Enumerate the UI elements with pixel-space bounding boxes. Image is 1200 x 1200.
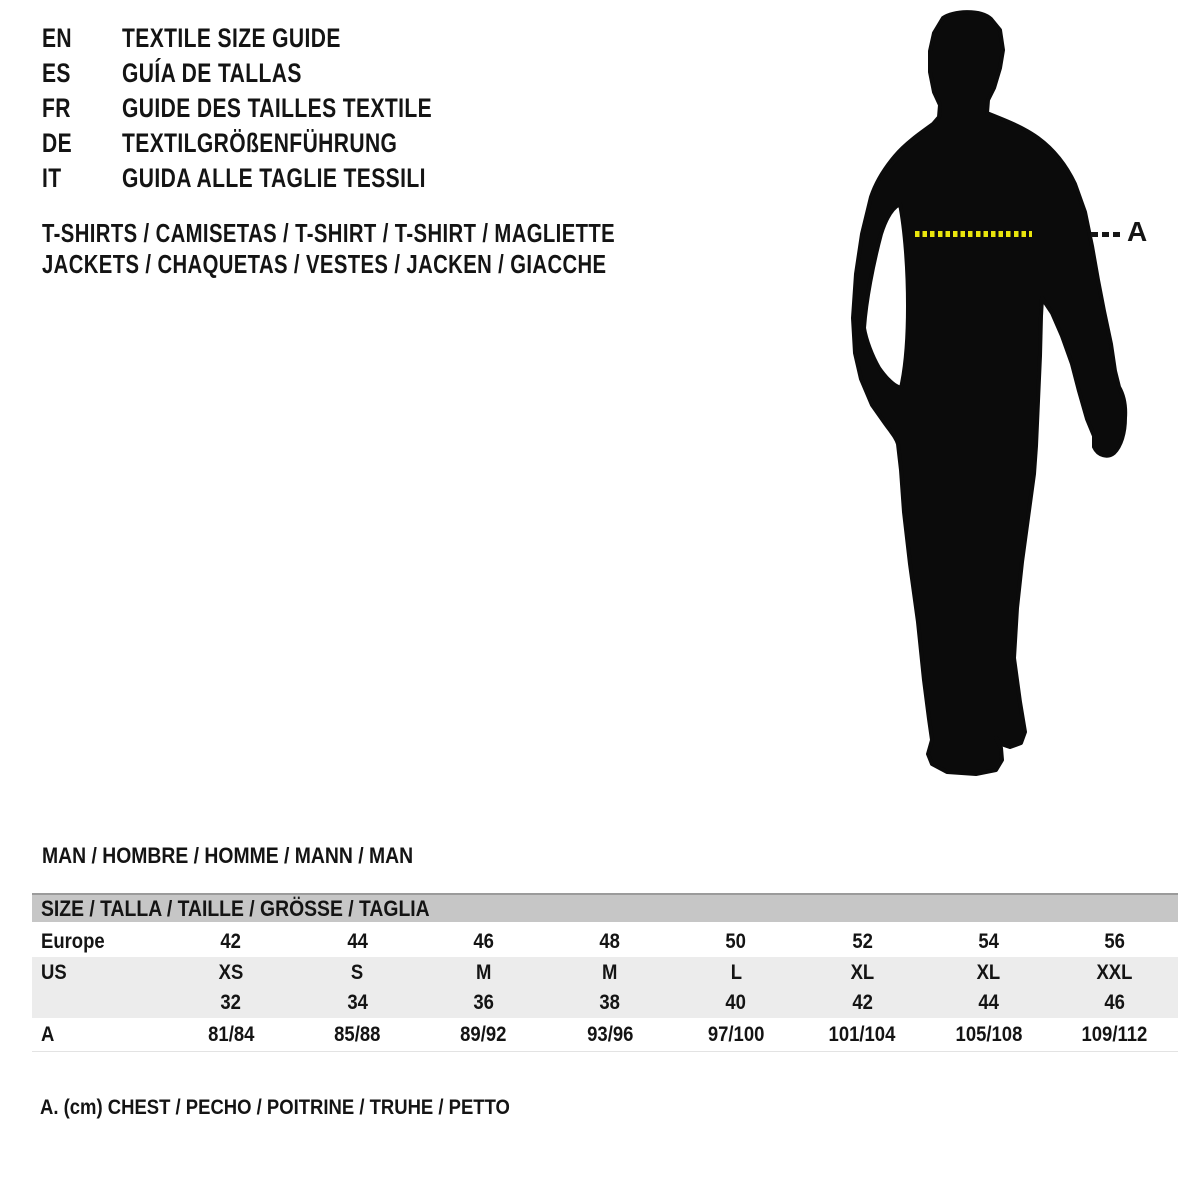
- cell-text: XL: [850, 960, 875, 984]
- table-cell: [673, 930, 799, 954]
- row-label-text: Europe: [41, 929, 105, 953]
- table-cell: [547, 1023, 673, 1047]
- cell-text: 54: [978, 929, 999, 953]
- cell-text: XS: [218, 960, 244, 984]
- language-code: [42, 163, 122, 194]
- cell-text: 34: [347, 991, 368, 1014]
- table-cell: [547, 961, 673, 985]
- table-cell: [799, 930, 925, 954]
- table-cell: [421, 1023, 547, 1047]
- table-cell: [1052, 930, 1178, 954]
- table-cell: [421, 930, 547, 954]
- language-code: [42, 93, 122, 124]
- row-label: [32, 930, 168, 954]
- table-cell: [168, 991, 294, 1015]
- section-title: [42, 843, 464, 869]
- cell-text: S: [351, 960, 364, 984]
- table-cell: [294, 991, 420, 1015]
- category-text: T-SHIRTS / CAMISETAS / T-SHIRT / T-SHIRT / MAGLIETTE: [42, 218, 616, 248]
- cell-text: L: [730, 960, 742, 984]
- table-cell: [547, 991, 673, 1015]
- cell-text: XXL: [1096, 960, 1133, 984]
- table-cell: [294, 961, 420, 985]
- cell-text: 44: [347, 929, 368, 953]
- language-code: [42, 58, 122, 89]
- cell-text: 101/104: [828, 1022, 896, 1046]
- table-row-us: [32, 957, 1178, 988]
- language-title-text: GUIDE DES TAILLES TEXTILE: [122, 93, 433, 123]
- cell-text: 81/84: [207, 1022, 255, 1046]
- cell-text: 32: [220, 991, 242, 1014]
- table-cell: [294, 930, 420, 954]
- table-cell: [673, 991, 799, 1015]
- cell-text: 50: [725, 929, 747, 953]
- table-cell: [926, 991, 1052, 1015]
- table-cell: [673, 1023, 799, 1047]
- cell-text: 48: [599, 929, 621, 953]
- table-cell: [168, 930, 294, 954]
- table-cell: [926, 961, 1052, 985]
- size-table-header: [32, 893, 1178, 922]
- table-cell: [926, 930, 1052, 954]
- category-line-tshirts: [42, 218, 777, 249]
- row-label: [32, 961, 168, 985]
- table-row-europe: [32, 926, 1178, 957]
- cell-text: 52: [852, 929, 873, 953]
- cell-text: 93/96: [586, 1022, 634, 1046]
- row-label-text: US: [41, 960, 67, 984]
- language-row-fr: [42, 91, 520, 126]
- cell-text: M: [602, 960, 618, 984]
- cell-text: 42: [220, 929, 242, 953]
- language-code-text: EN: [42, 23, 73, 53]
- cell-text: 46: [473, 929, 494, 953]
- table-cell: [1052, 1023, 1178, 1047]
- language-row-en: [42, 21, 520, 56]
- cell-text: 109/112: [1081, 1022, 1148, 1046]
- language-code-text: ES: [42, 58, 71, 88]
- cell-text: 85/88: [334, 1022, 381, 1046]
- cell-text: 42: [852, 991, 873, 1014]
- table-cell: [1052, 961, 1178, 985]
- cell-text: 44: [978, 991, 999, 1014]
- measure-footnote: [40, 1096, 574, 1120]
- table-cell: [926, 1023, 1052, 1047]
- language-title: [122, 128, 475, 159]
- size-table: [32, 893, 1178, 1052]
- table-cell: [799, 991, 925, 1015]
- cell-text: 56: [1104, 929, 1126, 953]
- language-code-text: FR: [42, 93, 71, 123]
- table-cell: [168, 961, 294, 985]
- size-table-header-text: SIZE / TALLA / TAILLE / GRÖSSE / TAGLIA: [41, 895, 430, 921]
- measure-leader-dashes: [1091, 232, 1123, 237]
- table-cell: [799, 1023, 925, 1047]
- cell-text: 89/92: [460, 1022, 507, 1046]
- language-row-de: [42, 126, 520, 161]
- chest-measure-dotted-line: [915, 231, 1032, 237]
- language-title-text: TEXTILE SIZE GUIDE: [122, 23, 341, 53]
- language-title: [122, 93, 520, 124]
- language-title: [122, 163, 512, 194]
- section-title-text: MAN / HOMBRE / HOMME / MANN / MAN: [42, 843, 414, 868]
- language-code-text: IT: [42, 163, 62, 193]
- cell-text: 105/108: [955, 1022, 1023, 1046]
- cell-text: 97/100: [707, 1022, 765, 1046]
- language-title: [122, 58, 353, 89]
- table-cell: [168, 1023, 294, 1047]
- cell-text: 38: [599, 991, 621, 1014]
- category-text: JACKETS / CHAQUETAS / VESTES / JACKEN / GIACCHE: [42, 249, 607, 279]
- cell-text: M: [475, 960, 492, 984]
- language-code-text: DE: [42, 128, 73, 158]
- cell-text: 46: [1104, 991, 1126, 1014]
- table-row-chest-cm: [32, 1018, 1178, 1052]
- table-cell: [294, 1023, 420, 1047]
- table-cell: [799, 961, 925, 985]
- language-code: [42, 23, 122, 54]
- cell-text: XL: [976, 960, 1001, 984]
- table-cell: [547, 930, 673, 954]
- row-label-text: A: [41, 1022, 55, 1046]
- table-cell: [1052, 991, 1178, 1015]
- table-cell: [421, 961, 547, 985]
- table-cell: [673, 961, 799, 985]
- cell-text: 40: [725, 991, 747, 1014]
- language-title-list: [42, 21, 520, 196]
- measure-label-a: A: [1127, 216, 1148, 247]
- table-row-us-numeric: [32, 988, 1178, 1018]
- category-list: [42, 218, 777, 280]
- row-label: [32, 991, 168, 1015]
- language-title-text: TEXTILGRÖßENFÜHRUNG: [122, 128, 398, 158]
- language-code: [42, 128, 122, 159]
- table-cell: [421, 991, 547, 1015]
- man-silhouette: [848, 6, 1138, 786]
- row-label: [32, 1023, 168, 1047]
- language-row-es: [42, 56, 520, 91]
- language-title-text: GUIDA ALLE TAGLIE TESSILI: [122, 163, 426, 193]
- measure-footnote-text: A. (cm) CHEST / PECHO / POITRINE / TRUHE / PETTO: [40, 1096, 510, 1119]
- language-title-text: GUÍA DE TALLAS: [122, 58, 302, 88]
- category-line-jackets: [42, 249, 777, 280]
- language-row-it: [42, 161, 520, 196]
- language-title: [122, 23, 403, 54]
- cell-text: 36: [473, 991, 494, 1014]
